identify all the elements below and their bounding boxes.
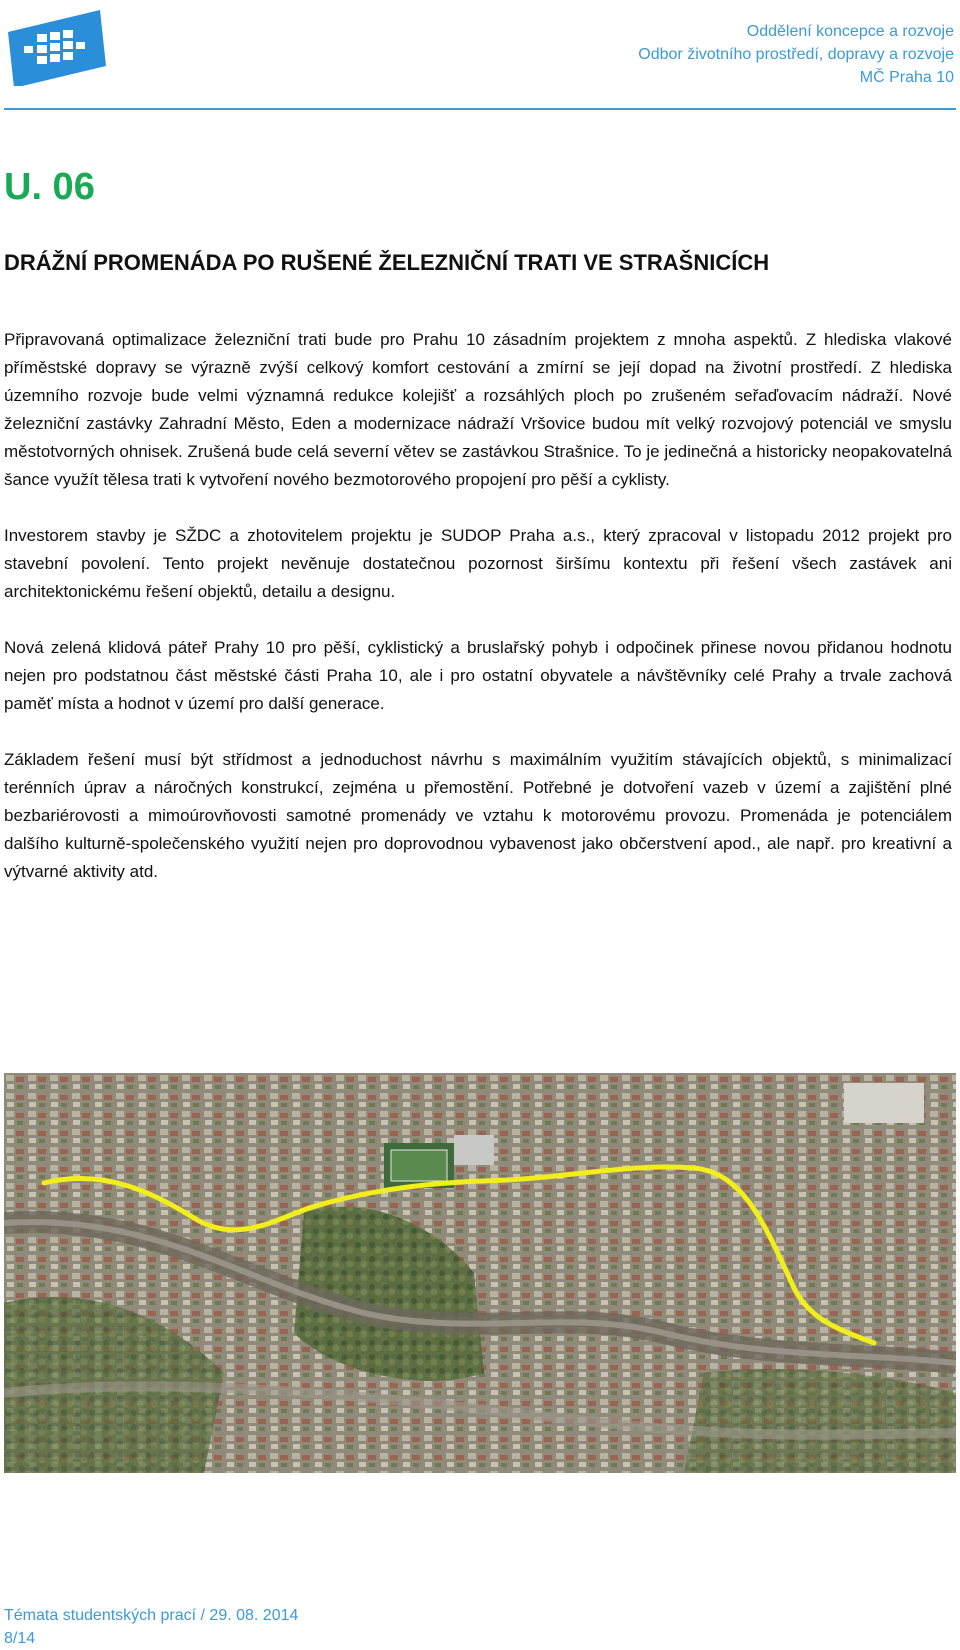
org-district: MČ Praha 10 — [859, 69, 954, 86]
document-title: DRÁŽNÍ PROMENÁDA PO RUŠENÉ ŽELEZNIČNÍ TRATI VE STRAŠNICÍCH — [4, 250, 770, 275]
footer — [4, 1604, 298, 1650]
aerial-map-image — [4, 1073, 956, 1473]
page-number: 8/14 — [4, 1630, 36, 1647]
header-divider — [4, 108, 956, 110]
document-code: U. 06 — [4, 166, 95, 208]
paragraph: Nová zelená klidová páteř Prahy 10 pro pěší, cyklistický a bruslařský pohyb i odpočinek přinese novou přidanou hodnotu nejen pro podstatnou část městské části Praha 10, ale i pro ostatní obyvatele a návštěvníky celé Prahy a trvale zachová paměť místa a hodnot v území pro další generace. — [4, 638, 952, 713]
document-body — [4, 326, 952, 914]
organization-block — [638, 20, 954, 89]
footer-topic-date: Témata studentských prací / 29. 08. 2014 — [4, 1607, 299, 1624]
org-department: Oddělení koncepce a rozvoje — [746, 23, 954, 40]
paragraph: Připravovaná optimalizace železniční trati bude pro Prahu 10 zásadním projektem z mnoha aspektů. Z hlediska vlakové příměstské dopravy se výrazně zvýší celkový komfort cestování a zmírní se její dopad na životní prostředí. Z hlediska územního rozvoje bude velmi významná redukce kolejišť a rozsáhlých ploch po zrušeném seřaďovacím nádraží. Nové železniční zastávky Zahradní Město, Eden a modernizace nádraží Vršovice budou mít velký rozvojový potenciál ve smyslu městotvorných ohnisek. Zrušená bude celá severní větev se zastávkou Strašnice. To je jedinečná a historicky neopakovatelná šance využít tělesa trati k vytvoření nového bezmotorového propojení pro pěší a cyklisty. — [4, 330, 952, 489]
paragraph: Základem řešení musí být střídmost a jednoduchost návrhu s maximálním využitím stávajících objektů, s minimalizací terénních úprav a náročných konstrukcí, zejména u přemostění. Potřebné je dotvoření vazeb v území a zajištění plné bezbariérovosti a mimoúrovňovosti samotné promenády ve vztahu k motorovému provozu. Promenáda je potenciálem dalšího kulturně-společenského využití nejen pro doprovodnou vybavenost jako občerstvení apod., ale např. pro kreativní a výtvarné aktivity atd. — [4, 750, 952, 881]
org-division: Odbor životního prostředí, dopravy a rozvoje — [638, 46, 954, 63]
paragraph: Investorem stavby je SŽDC a zhotovitelem projektu je SUDOP Praha a.s., který zpracoval v listopadu 2012 projekt pro stavební povolení. Tento projekt nevěnuje dostatečnou pozornost širšímu kontextu při řešení všech zastávek ani architektonickému řešení objektů, detailu a designu. — [4, 526, 952, 601]
logo — [4, 6, 106, 86]
